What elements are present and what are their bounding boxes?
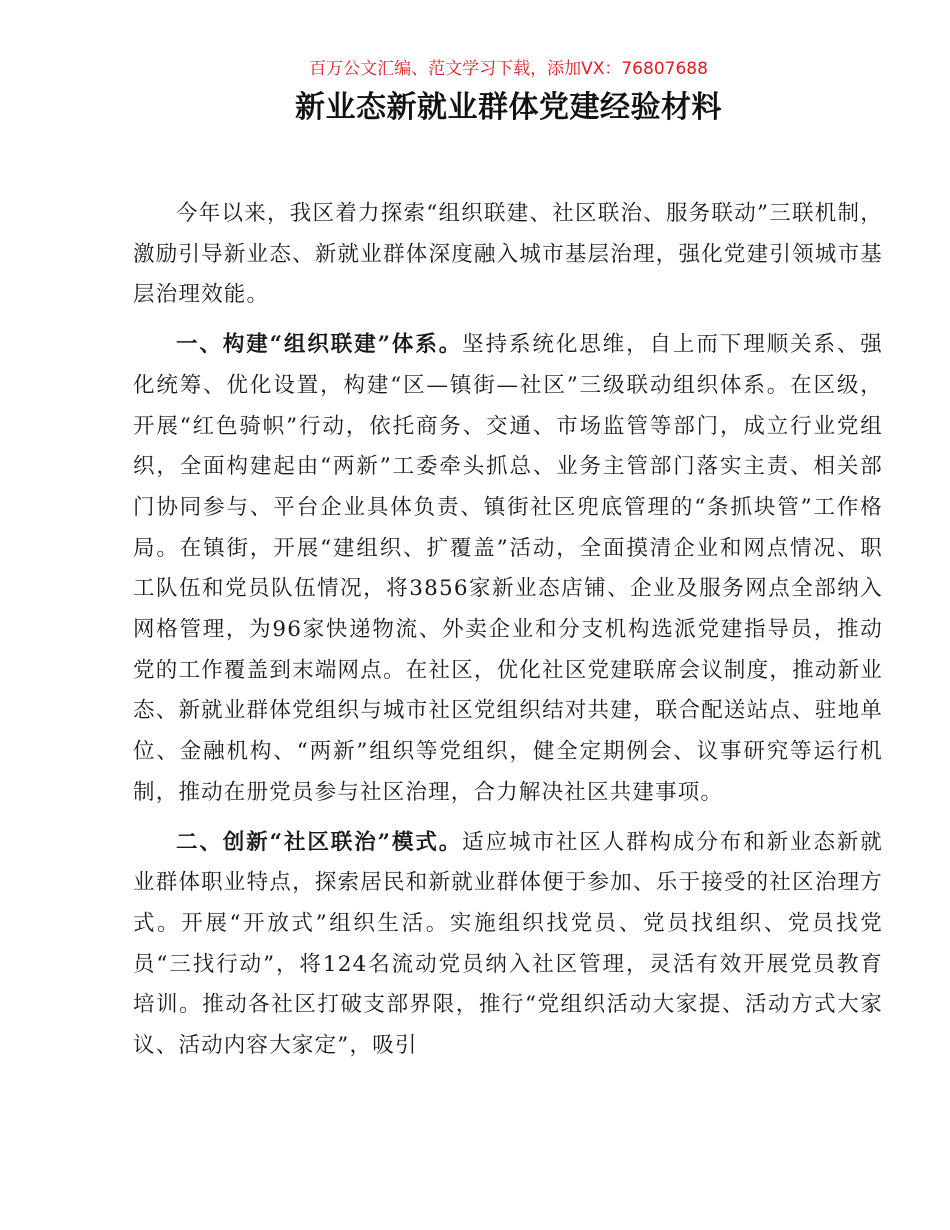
paragraph-heading: 二、创新“社区联治”模式。 xyxy=(176,829,463,855)
paragraph-section-2 xyxy=(133,823,883,1067)
document-title: 新业态新就业群体党建经验材料 xyxy=(295,90,722,125)
paragraph-heading: 一、构建“组织联建”体系。 xyxy=(176,332,463,358)
paragraph-intro xyxy=(133,194,883,316)
paragraph-text: 适应城市社区人群构成分布和新业态新就业群体职业特点，探索居民和新就业群体便于参加、乐于接受的社区治理方式。开展“开放式”组织生活。实施组织找党员、党员找组织、党员找党员“三找行动”，将124名流动党员纳入社区管理，灵活有效开展党员教育培训。推动各社区打破支部界限，推行“党组织活动大家提、活动方式大家议、活动内容大家定”，吸引 xyxy=(133,829,883,1059)
watermark-text: 百万公文汇编、范文学习下载，添加VX：76807688 xyxy=(309,59,708,79)
paragraph-section-1 xyxy=(133,325,883,813)
document-body xyxy=(133,194,883,1076)
paragraph-text: 今年以来，我区着力探索“组织联建、社区联治、服务联动”三联机制，激励引导新业态、新就业群体深度融入城市基层治理，强化党建引领城市基层治理效能。 xyxy=(133,201,883,308)
paragraph-text: 坚持系统化思维，自上而下理顺关系、强化统筹、优化设置，构建“区—镇街—社区”三级联动组织体系。在区级，开展“红色骑帜”行动，依托商务、交通、市场监管等部门，成立行业党组织，全面构建起由“两新”工委牵头抓总、业务主管部门落实主责、相关部门协同参与、平台企业具体负责、镇街社区兜底管理的“条抓块管”工作格局。在镇街，开展“建组织、扩覆盖”活动，全面摸清企业和网点情况、职工队伍和党员队伍情况，将3856家新业态店铺、企业及服务网点全部纳入网格管理，为96家快递物流、外卖企业和分支机构选派党建指导员，推动党的工作覆盖到末端网点。在社区，优化社区党建联席会议制度，推动新业态、新就业群体党组织与城市社区党组织结对共建，联合配送站点、驻地单位、金融机构、“两新”组织等党组织，健全定期例会、议事研究等运行机制，推动在册党员参与社区治理，合力解决社区共建事项。 xyxy=(133,332,883,805)
